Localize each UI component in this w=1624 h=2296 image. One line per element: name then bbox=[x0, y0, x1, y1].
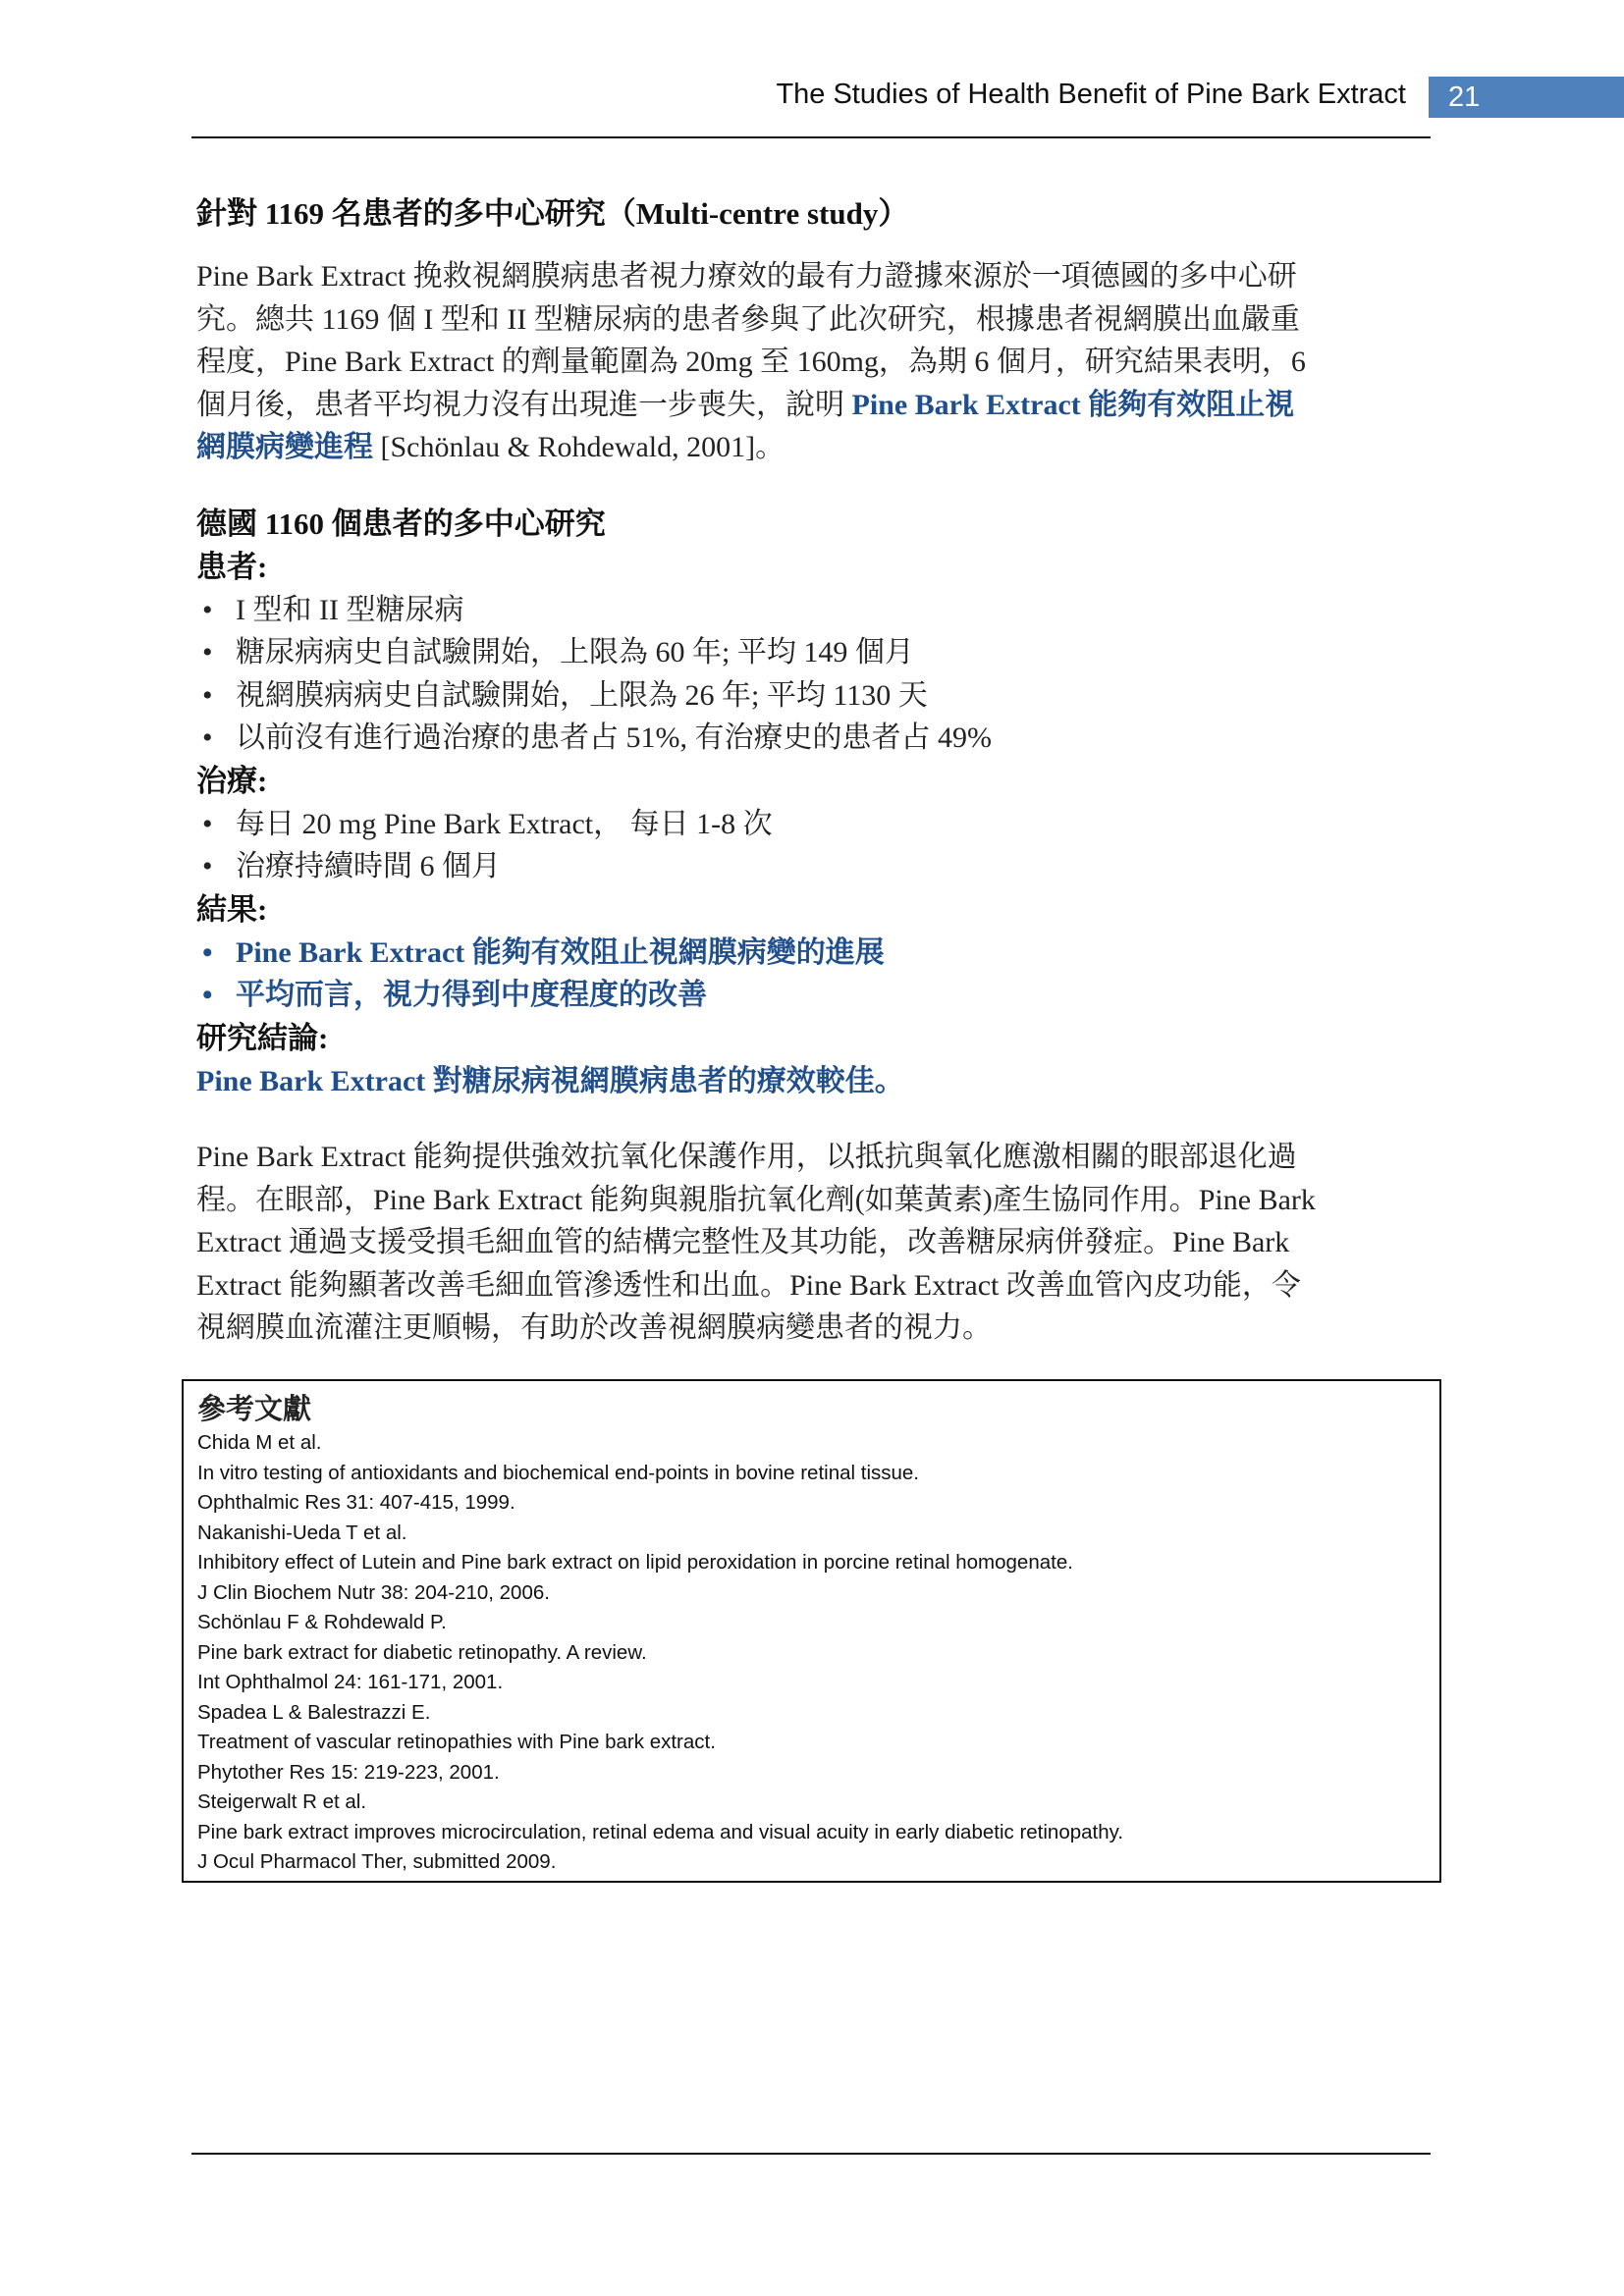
body-line bbox=[196, 298, 1434, 342]
reference-line: Steigerwalt R et al. bbox=[197, 1790, 367, 1813]
section2-heading: 德國 1160 個患者的多中心研究 bbox=[196, 506, 606, 541]
main-content bbox=[196, 192, 1434, 1350]
bullet-icon: • bbox=[202, 593, 213, 626]
list-item-text: 視網膜病病史自試驗開始，上限為 26 年; 平均 1130 天 bbox=[236, 678, 928, 712]
results-label: 結果: bbox=[196, 891, 268, 927]
section1-body bbox=[196, 255, 1434, 469]
results-list bbox=[196, 932, 1434, 1017]
reference-line: Spadea L & Balestrazzi E. bbox=[197, 1700, 431, 1724]
bullet-icon: • bbox=[202, 935, 213, 969]
list-item bbox=[196, 803, 1434, 846]
highlight-text: Pine Bark Extract 能夠有效阻止視 bbox=[851, 388, 1295, 421]
highlight-text: 網膜病變進程 bbox=[196, 431, 373, 463]
references-box bbox=[182, 1379, 1441, 1883]
conclusion-label: 研究結論: bbox=[196, 1020, 329, 1055]
reference-line: Schönlau F & Rohdewald P. bbox=[197, 1611, 447, 1633]
body-line bbox=[196, 341, 1434, 384]
list-item bbox=[196, 974, 1434, 1017]
patients-list bbox=[196, 589, 1434, 760]
bullet-icon: • bbox=[202, 721, 213, 754]
list-item-text: 平均而言，視力得到中度程度的改善 bbox=[236, 979, 707, 1011]
references-title: 參考文獻 bbox=[197, 1392, 312, 1425]
reference-line: Int Ophthalmol 24: 161-171, 2001. bbox=[197, 1671, 504, 1693]
patients-label: 患者: bbox=[196, 549, 268, 584]
references-list bbox=[197, 1428, 1426, 1878]
treatment-label: 治療: bbox=[196, 763, 268, 798]
text-run: [Schönlau & Rohdewald, 2001]。 bbox=[373, 431, 785, 463]
reference-line: In vitro testing of antioxidants and biochemical end-points in bovine retinal tissue. bbox=[197, 1461, 920, 1484]
bullet-icon: • bbox=[202, 979, 213, 1011]
bullet-icon: • bbox=[202, 850, 213, 882]
footer-rule bbox=[191, 2153, 1431, 2155]
reference-line: Ophthalmic Res 31: 407-415, 1999. bbox=[197, 1491, 515, 1514]
section1-heading: 針對 1169 名患者的多中心研究（Multi-centre study） bbox=[196, 196, 909, 231]
list-item bbox=[196, 717, 1434, 760]
list-item-text: 糖尿病病史自試驗開始，上限為 60 年; 平均 149 個月 bbox=[236, 636, 914, 668]
list-item-text: 以前沒有進行過治療的患者占 51%, 有治療史的患者占 49% bbox=[236, 721, 992, 754]
page-number-badge: 21 bbox=[1429, 77, 1624, 118]
body-line bbox=[196, 426, 1434, 469]
reference-line: Pine bark extract for diabetic retinopathy. A review. bbox=[197, 1640, 647, 1664]
reference-line: Inhibitory effect of Lutein and Pine bark extract on lipid peroxidation in porcine retinal homogenate. bbox=[197, 1551, 1073, 1574]
treatment-list bbox=[196, 803, 1434, 888]
body-line bbox=[196, 384, 1434, 427]
running-header-title: The Studies of Health Benefit of Pine Bark Extract bbox=[776, 79, 1406, 110]
list-item bbox=[196, 932, 1434, 975]
bullet-icon: • bbox=[202, 807, 213, 840]
list-item-text: Pine Bark Extract 能夠有效阻止視網膜病變的進展 bbox=[236, 935, 885, 969]
paragraph-line: 視網膜血流灌注更順暢，有助於改善視網膜病變患者的視力。 bbox=[196, 1311, 992, 1344]
bullet-icon: • bbox=[202, 678, 213, 712]
reference-line: J Clin Biochem Nutr 38: 204-210, 2006. bbox=[197, 1580, 550, 1604]
list-item-text: I 型和 II 型糖尿病 bbox=[236, 593, 464, 626]
list-item bbox=[196, 845, 1434, 888]
body-line bbox=[196, 255, 1434, 298]
text-run: 程度，Pine Bark Extract 的劑量範圍為 20mg 至 160mg，為期 6 個月，研究結果表明，6 bbox=[196, 346, 1306, 378]
paragraph-line: Extract 能夠顯著改善毛細血管滲透性和出血。Pine Bark Extract 改善血管內皮功能，令 bbox=[196, 1268, 1301, 1302]
reference-line: Chida M et al. bbox=[197, 1431, 322, 1454]
text-run: 究。總共 1169 個 I 型和 II 型糖尿病的患者參與了此次研究，根據患者視網膜出血嚴重 bbox=[196, 302, 1300, 336]
list-item-text: 每日 20 mg Pine Bark Extract， 每日 1-8 次 bbox=[236, 807, 773, 840]
paragraph-line: Extract 通過支援受損毛細血管的結構完整性及其功能，改善糖尿病併發症。Pine Bark bbox=[196, 1226, 1290, 1258]
reference-line: Nakanishi-Ueda T et al. bbox=[197, 1521, 407, 1544]
header-rule bbox=[191, 136, 1431, 138]
reference-line: Pine bark extract improves microcirculation, retinal edema and visual acuity in early diabetic retinopathy. bbox=[197, 1820, 1124, 1843]
list-item-text: 治療持續時間 6 個月 bbox=[236, 850, 501, 882]
text-run: Pine Bark Extract 挽救視網膜病患者視力療效的最有力證據來源於一項德國的多中心研 bbox=[196, 260, 1297, 293]
reference-line: Treatment of vascular retinopathies with Pine bark extract. bbox=[197, 1731, 716, 1753]
text-run: 個月後，患者平均視力沒有出現進一步喪失，說明 bbox=[196, 388, 852, 421]
reference-line: J Ocul Pharmacol Ther, submitted 2009. bbox=[197, 1850, 557, 1873]
summary-paragraph bbox=[196, 1136, 1434, 1350]
conclusion-text: Pine Bark Extract 對糖尿病視網膜病患者的療效較佳。 bbox=[196, 1064, 904, 1097]
paragraph-line: Pine Bark Extract 能夠提供強效抗氧化保護作用，以抵抗與氧化應激相關的眼部退化過 bbox=[196, 1141, 1297, 1173]
paragraph-line: 程。在眼部，Pine Bark Extract 能夠與親脂抗氧化劑(如葉黃素)產生協同作用。Pine Bark bbox=[196, 1183, 1316, 1216]
reference-line: Phytother Res 15: 219-223, 2001. bbox=[197, 1760, 500, 1784]
list-item bbox=[196, 674, 1434, 718]
bullet-icon: • bbox=[202, 636, 213, 668]
list-item bbox=[196, 631, 1434, 674]
list-item bbox=[196, 589, 1434, 632]
